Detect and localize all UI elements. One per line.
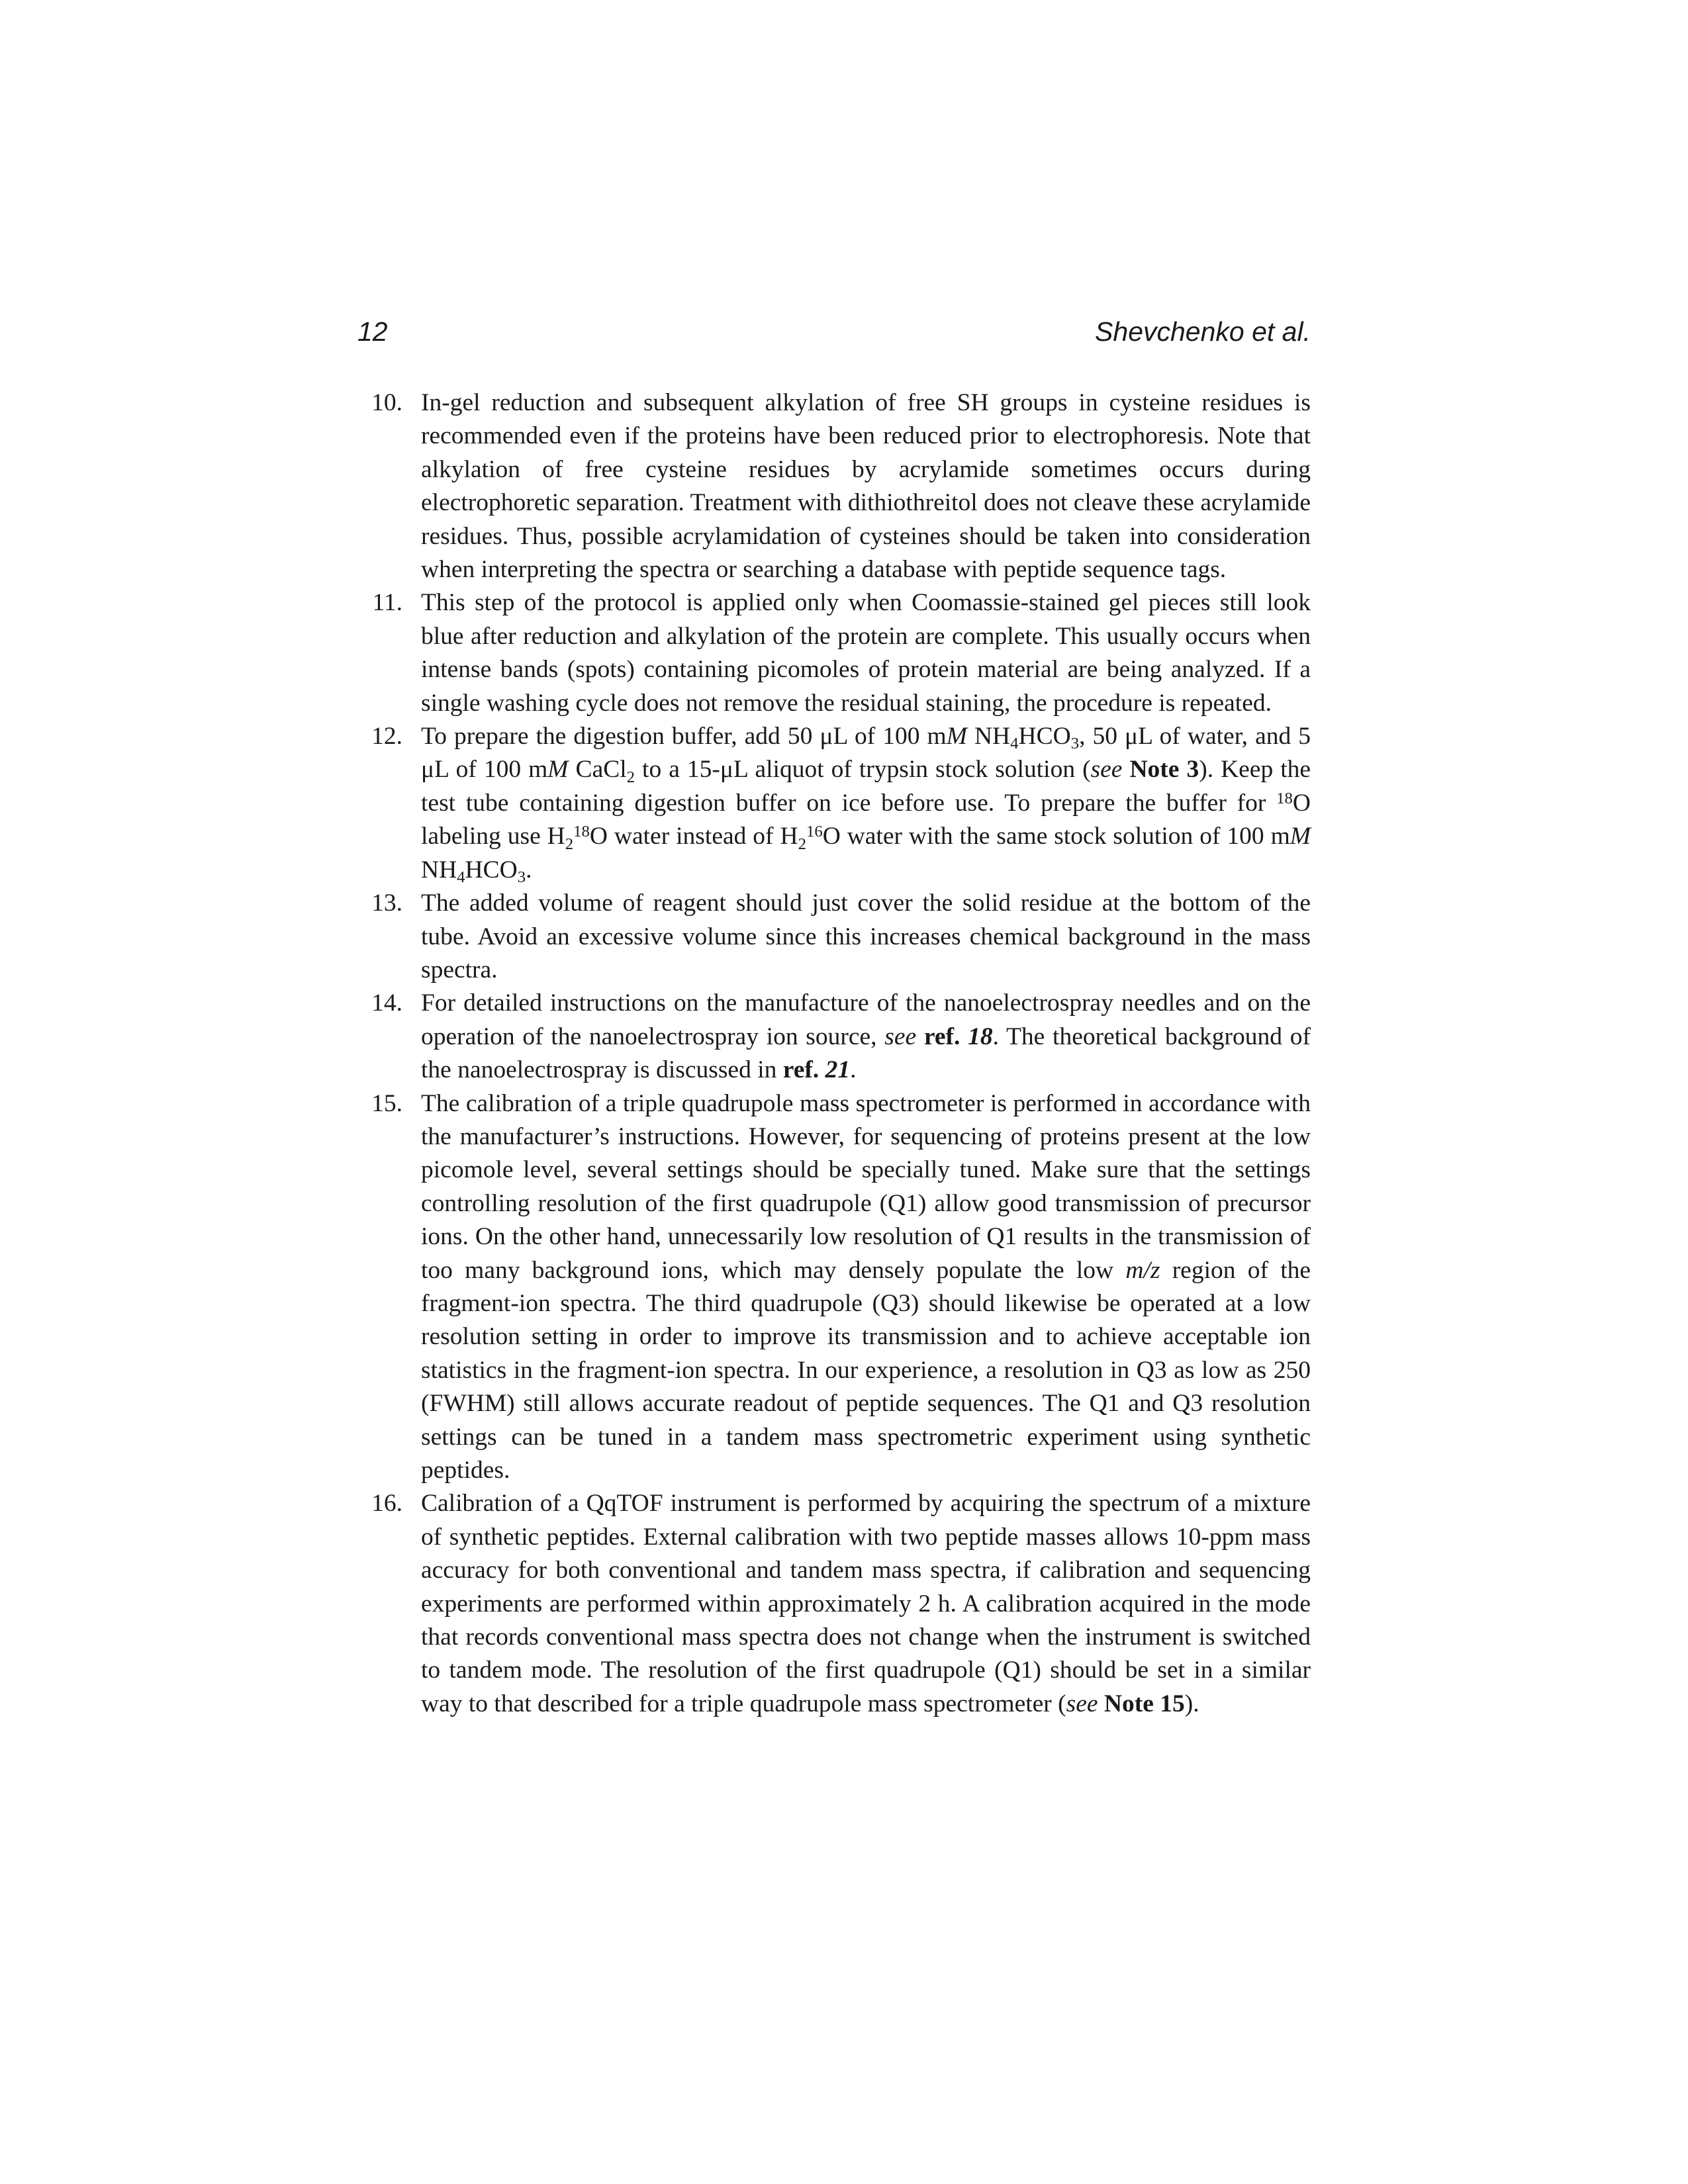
note-item-16 [357,1487,1311,1721]
note-item-10 [357,387,1311,586]
note-number: 16. [371,1490,402,1518]
note-text: This step of the protocol is applied only when Coomassie-stained gel pieces still look blue after reduction and alkylation of the protein are complete. This usually occurs when intense bands (spots) containing picomoles of protein material are being analyzed. If a single washing cycle does not remove the residual staining, the procedure is repeated. [421,589,1311,717]
note-number: 14. [371,989,402,1017]
note-item-11 [357,586,1311,720]
note-item-12 [357,720,1311,887]
note-item-14 [357,987,1311,1087]
note-number: 15. [371,1089,402,1117]
book-page [357,316,1311,1721]
note-number: 12. [371,723,402,751]
note-text: The added volume of reagent should just cover the solid residue at the bottom of the tube. Avoid an excessive volume since this increases chemical background in the mass spectra. [421,889,1311,983]
note-text: To prepare the digestion buffer, add 50 μL of 100 mM $NH_4HCO_3$, 50 μL of water, and 5 μL of 100 mM CaCl$_2$ to a 15-μL aliquot of trypsin stock solution (see Note 3). Keep the test tube containing digestion buffer on ice before use. To prepare the buffer for $^{18}$O labeling use $H_2^{18}O$ water instead of $H_2^{16}O$ water with the same stock solution of 100 mM $NH_4HCO_3$. [421,723,1311,887]
running-title: Shevchenko et al. [1095,316,1311,347]
note-text: The calibration of a triple quadrupole mass spectrometer is performed in accordance with the manufacturer’s instructions. However, for sequencing of proteins present at the low picomole level, several settings should be specially tuned. Make sure that the settings controlling resolution of the first quadrupole (Q1) allow good transmission of precursor ions. On the other hand, unnecessarily low resolution of Q1 results in the transmission of too many background ions, which may densely populate the low m/z region of the fragment-ion spectra. The third quadrupole (Q3) should likewise be operated at a low resolution setting in order to improve its transmission and to achieve acceptable ion statistics in the fragment-ion spectra. In our experience, a resolution in Q3 as low as 250 (FWHM) still allows accurate readout of peptide sequences. The Q1 and Q3 resolution settings can be tuned in a tandem mass spectrometric experiment using synthetic peptides. [421,1089,1311,1484]
note-item-13 [357,887,1311,987]
note-item-15 [357,1087,1311,1488]
notes-list [357,387,1311,1721]
note-text: In-gel reduction and subsequent alkylation of free SH groups in cysteine residues is recommended even if the proteins have been reduced prior to electrophoresis. Note that alkylation of free cysteine residues by acrylamide sometimes occurs during electrophoretic separation. Treatment with dithiothreitol does not cleave these acrylamide residues. Thus, possible acrylamidation of cysteines should be taken into consideration when interpreting the spectra or searching a database with peptide sequence tags. [421,389,1311,584]
note-number: 13. [371,889,402,917]
page-number: 12 [357,316,388,347]
note-text: Calibration of a QqTOF instrument is performed by acquiring the spectrum of a mixture of synthetic peptides. External calibration with two peptide masses allows 10-ppm mass accuracy for both conventional and tandem mass spectra, if calibration and sequencing experiments are performed within approximately 2 h. A calibration acquired in the mode that records conventional mass spectra does not change when the instrument is switched to tandem mode. The resolution of the first quadrupole (Q1) should be set in a similar way to that described for a triple quadrupole mass spectrometer (see Note 15). [421,1490,1311,1717]
note-text: For detailed instructions on the manufacture of the nanoelectrospray needles and on the operation of the nanoelectrospray ion source, see ref. 18. The theoretical background of the nanoelectrospray is discussed in ref. 21. [421,989,1311,1084]
running-head [357,316,1311,356]
note-number: 11. [372,589,402,617]
note-number: 10. [371,389,402,416]
